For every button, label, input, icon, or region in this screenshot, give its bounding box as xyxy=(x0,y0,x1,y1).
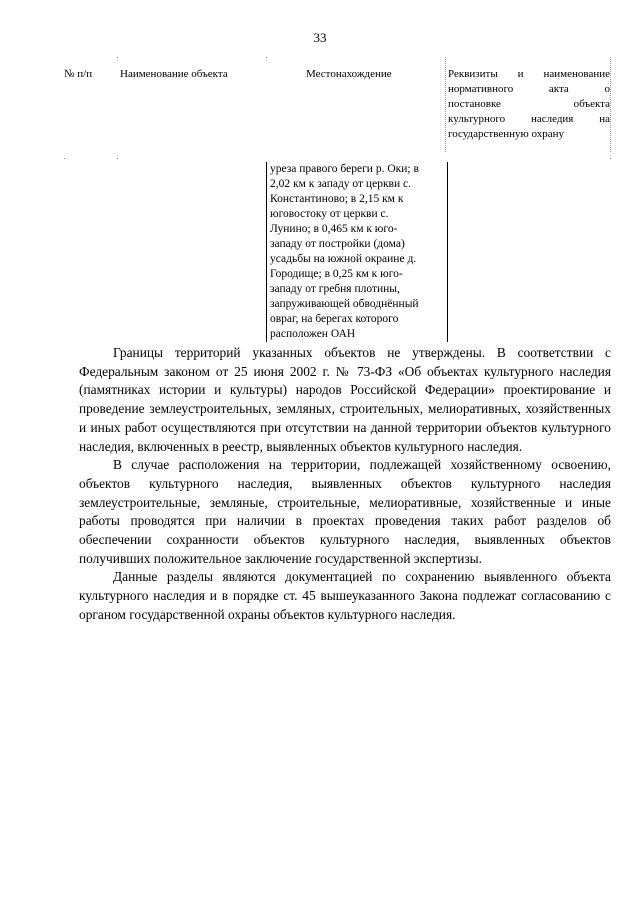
location-line: расположен ОАН xyxy=(270,328,356,340)
page-number: 33 xyxy=(313,30,327,45)
location-line: Константиново; в 2,15 км к xyxy=(270,193,404,205)
row-divider-mark xyxy=(117,158,118,159)
location-line: запруживающей обводнённый xyxy=(270,298,419,310)
header-requisites-line: государственную охрану xyxy=(448,128,564,140)
location-line: западу от гребня плотины, xyxy=(270,283,400,295)
header-requisites-line: постановке объекта xyxy=(448,98,610,110)
paragraph: Данные разделы являются документацией по сохранению выявленного объекта культурного наследия и в порядке ст. 45 вышеуказанного Закона подлежат согласованию с органом государственной охраны объектов культурного наследия. xyxy=(79,569,611,622)
location-line: Лунино; в 0,465 км к юго- xyxy=(270,223,398,235)
header-object-name: Наименование объекта xyxy=(120,68,228,80)
location-line: Городище; в 0,25 км к юго- xyxy=(270,268,403,280)
location-line: юговостоку от церкви с. xyxy=(270,208,389,220)
body-text xyxy=(79,344,611,625)
header-number: № п/п xyxy=(64,68,93,80)
column-divider xyxy=(610,57,611,152)
paragraph: В случае расположения на территории, подлежащей хозяйственному освоению, объектов культурного наследия, выявленных объектов культурного наследия землеустроительные, земляные, строительные, мелиоративные, хозяйственные и иные работы проводятся при наличии в проектах проведения таких работ разделов об обеспечении сохранности объектов культурного наследия, выявленных объектов получивших положительное заключение государственной экспертизы. xyxy=(79,457,611,566)
column-divider-mark xyxy=(266,57,267,58)
row-divider-mark xyxy=(64,158,65,159)
column-divider-mark xyxy=(117,57,118,58)
header-requisites-line: культурного наследия на xyxy=(448,113,610,125)
header-requisites-line: нормативного акта о xyxy=(448,83,610,95)
paragraph: Границы территорий указанных объектов не утверждены. В соответствии с Федеральным законом от 25 июня 2002 г. № 73-ФЗ «Об объектах культурного наследия (памятниках истории и культуры) народов Российской Федерации» проектирование и проведение землеустроительных, земляных, строительных, мелиоративных, хозяйственных и иных работ осуществляются при отсутствии на данной территории объектов культурного наследия, включенных в реестр, выявленных объектов культурного наследия. xyxy=(79,345,611,454)
header-requisites xyxy=(448,67,610,142)
location-cell xyxy=(266,162,448,342)
location-line: западу от постройки (дома) xyxy=(270,238,405,250)
location-line: уреза правого береги р. Оки; в xyxy=(270,163,419,175)
row-divider-mark xyxy=(610,158,611,159)
location-line: 2,02 км к западу от церкви с. xyxy=(270,178,411,190)
location-line: усадьбы на южной окраине д. xyxy=(270,253,417,265)
column-divider xyxy=(445,57,446,152)
header-location: Местонахождение xyxy=(306,68,392,80)
header-requisites-line: Реквизиты и наименование xyxy=(448,68,610,80)
location-line: овраг, на берегах которого xyxy=(270,313,399,325)
